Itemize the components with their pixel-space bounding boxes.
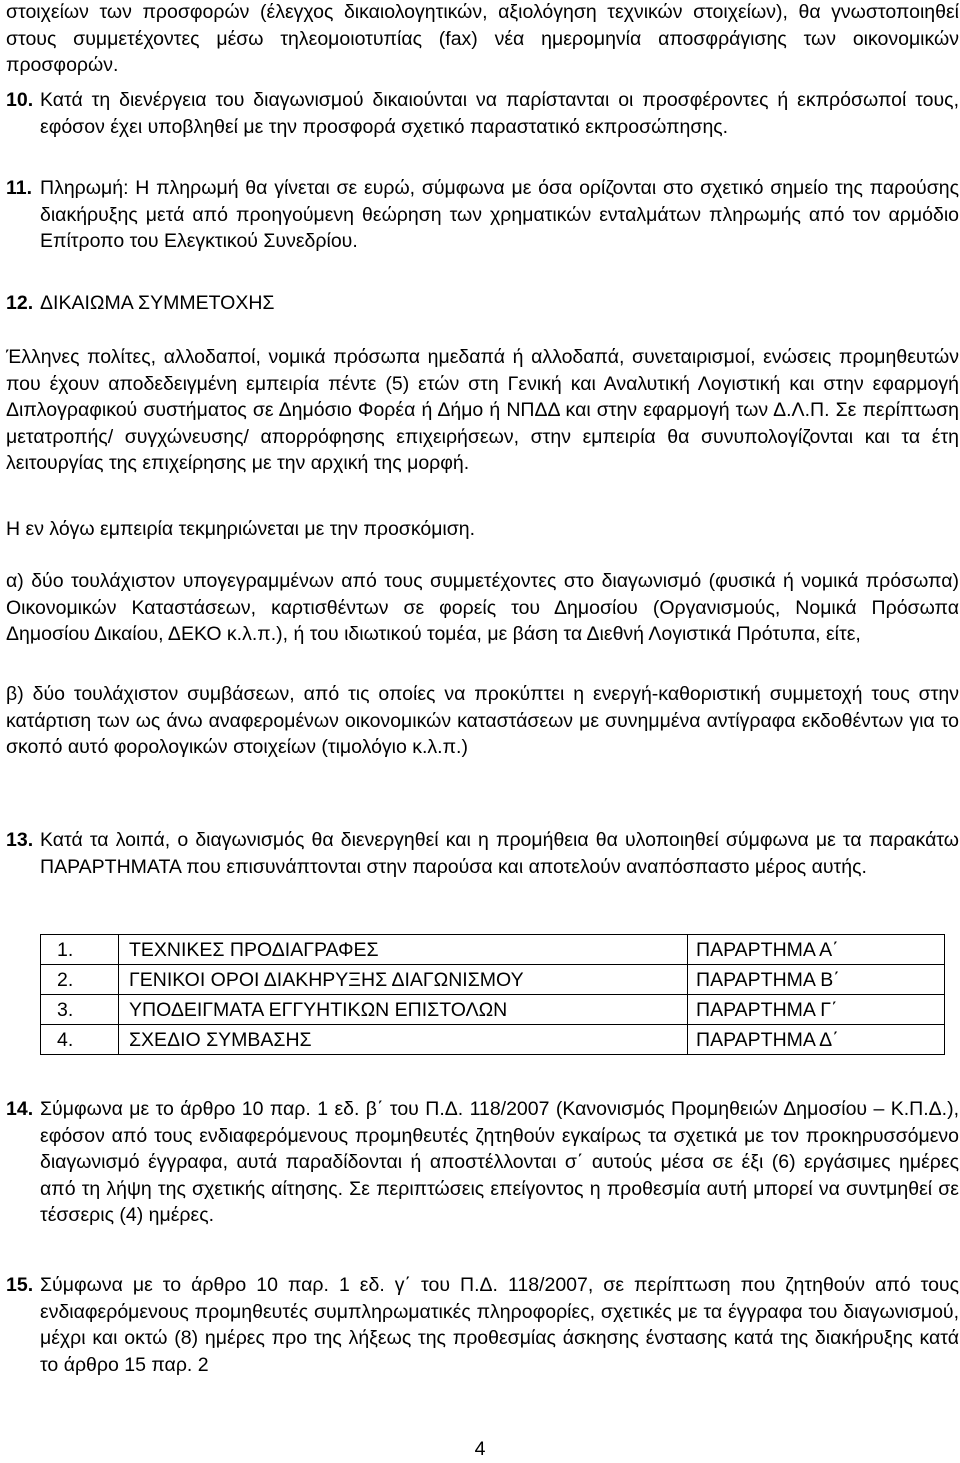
row-index: 2. [41, 965, 119, 995]
row-index: 4. [41, 1025, 119, 1055]
table-row [41, 1025, 945, 1055]
row-title: ΓΕΝΙΚΟΙ ΟΡΟΙ ΔΙΑΚΗΡΥΞΗΣ ΔΙΑΓΩΝΙΣΜΟΥ [119, 965, 688, 995]
item-number: 14. [6, 1098, 34, 1120]
table-row [41, 995, 945, 1025]
condition-a-paragraph: α) δύο τουλάχιστον υπογεγραμμένων από τους συμμετέχοντες στο διαγωνισμό (φυσικά ή νομικά πρόσωπα) Οικονομικών Καταστάσεων, καρτισθέντων σε φορείς του Δημοσίου (Οργανισμούς, Νομικά Πρόσωπα Δημοσίου Δικαίου, ΔΕΚΟ κ.λ.π.), ή του ιδιωτικού τομέα, με βάση τα Διεθνή Λογιστικά Πρότυπα, είτε, [6, 570, 959, 645]
list-item-15 [6, 1272, 959, 1378]
item-number: 12. [6, 292, 34, 314]
section-heading-12 [6, 290, 274, 317]
evidence-paragraph: Η εν λόγω εμπειρία τεκμηριώνεται με την προσκόμιση. [6, 518, 476, 540]
continuation-paragraph: στοιχείων των προσφορών (έλεγχος δικαιολογητικών, αξιολόγηση τεχνικών στοιχείων), θα γνωστοποιηθεί στους συμμετέχοντες μέσω τηλεομοιοτυπίας (fax) νέα ημερομηνία αποσφράγισης των οικονομικών προσφορών. [6, 1, 959, 76]
table-row [41, 935, 945, 965]
item-text: Σύμφωνα με το άρθρο 10 παρ. 1 εδ. γ΄ του Π.Δ. 118/2007, σε περίπτωση που ζητηθούν από τους ενδιαφερόμενους προμηθευτές συμπληρωματικές πληροφορίες, σχετικές με τα έγγραφα του διαγωνισμού, μέχρι και οκτώ (8) ημέρες προ της λήξεως της προθεσμίας άσκησης ένστασης κατά της διακήρυξης κατά το άρθρο 15 παρ. 2 [40, 1274, 959, 1376]
participation-paragraph: Έλληνες πολίτες, αλλοδαποί, νομικά πρόσωπα ημεδαπά ή αλλοδαπά, συνεταιρισμοί, ενώσεις προμηθευτών που έχουν αποδεδειγμένη εμπειρία πέντε (5) ετών στη Γενική και Αναλυτική Λογιστική και στην εφαρμογή Διπλογραφικού συστήματος σε Δημόσιο Φορέα ή Δήμο ή ΝΠΔΔ και στην εφαρμογή των Δ.Λ.Π. Σε περίπτωση μετατροπής/ συγχώνευσης/ απορρόφησης επιχειρήσεων, στην εμπειρία θα συνυπολογίζονται και τα έτη λειτουργίας της επιχείρησης με την αρχική της μορφή. [6, 346, 959, 474]
row-index: 3. [41, 995, 119, 1025]
item-text: Κατά τα λοιπά, ο διαγωνισμός θα διενεργηθεί και η προμήθεια θα υλοποιηθεί σύμφωνα με τα παρακάτω ΠΑΡΑΡΤΗΜΑΤΑ που επισυνάπτονται στην παρούσα και αποτελούν αναπόσπαστο μέρος αυτής. [40, 829, 959, 878]
item-number: 13. [6, 829, 34, 851]
item-text: Κατά τη διενέργεια του διαγωνισμού δικαιούνται να παρίστανται οι προσφέροντες ή εκπρόσωποί τους, εφόσον έχει υποβληθεί με την προσφορά σχετικό παραστατικό εκπροσώπησης. [40, 89, 959, 138]
condition-b-paragraph: β) δύο τουλάχιστον συμβάσεων, από τις οποίες να προκύπτει η ενεργή-καθοριστική συμμετοχή τους στην κατάρτιση των ως άνω αναφερομένων οικονομικών καταστάσεων με συνημμένα αντίγραφα εκδοθέντων για το σκοπό αυτό φορολογικών στοιχείων (τιμολόγιο κ.λ.π.) [6, 683, 959, 758]
row-index: 1. [41, 935, 119, 965]
list-item-13 [6, 827, 959, 880]
row-title: ΥΠΟΔΕΙΓΜΑΤΑ ΕΓΓΥΗΤΙΚΩΝ ΕΠΙΣΤΟΛΩΝ [119, 995, 688, 1025]
row-annex: ΠΑΡΑΡΤΗΜΑ Δ΄ [688, 1025, 945, 1055]
row-title: ΤΕΧΝΙΚΕΣ ΠΡΟΔΙΑΓΡΑΦΕΣ [119, 935, 688, 965]
row-annex: ΠΑΡΑΡΤΗΜΑ Α΄ [688, 935, 945, 965]
item-text: Σύμφωνα με το άρθρο 10 παρ. 1 εδ. β΄ του Π.Δ. 118/2007 (Κανονισμός Προμηθειών Δημοσίου – Κ.Π.Δ.), εφόσον από τους ενδιαφερόμενους προμηθευτές ζητηθούν εγκαίρως τα σχετικά με τον προκηρυσσόμενο διαγωνισμό έγγραφα, αυτά παραδίδονται ή αποστέλλονται σ΄ αυτούς μέσα σε έξι (6) εργάσιμες ημέρες από τη λήψη της σχετικής αίτησης. Σε περιπτώσεις επείγοντος η προθεσμία αυτή μπορεί να συντμηθεί σε τέσσερις (4) ημέρες. [40, 1098, 959, 1226]
item-number: 11. [6, 177, 33, 199]
table-row [41, 965, 945, 995]
row-annex: ΠΑΡΑΡΤΗΜΑ Γ΄ [688, 995, 945, 1025]
row-title: ΣΧΕΔΙΟ ΣΥΜΒΑΣΗΣ [119, 1025, 688, 1055]
list-item-14 [6, 1096, 959, 1229]
item-text: Πληρωμή: Η πληρωμή θα γίνεται σε ευρώ, σύμφωνα με όσα ορίζονται στο σχετικό σημείο της παρούσης διακήρυξης μετά από προηγούμενη θεώρηση των χρηματικών ενταλμάτων πληρωμής από τον αρμόδιο Επίτροπο του Ελεγκτικού Συνεδρίου. [40, 177, 959, 252]
list-item-10 [6, 87, 959, 140]
section-title: ΔΙΚΑΙΩΜΑ ΣΥΜΜΕΤΟΧΗΣ [40, 292, 275, 314]
item-number: 15. [6, 1274, 34, 1296]
list-item-11 [6, 175, 959, 255]
row-annex: ΠΑΡΑΡΤΗΜΑ Β΄ [688, 965, 945, 995]
item-number: 10. [6, 89, 34, 111]
page-number: 4 [474, 1438, 486, 1460]
annex-table [40, 934, 945, 1055]
